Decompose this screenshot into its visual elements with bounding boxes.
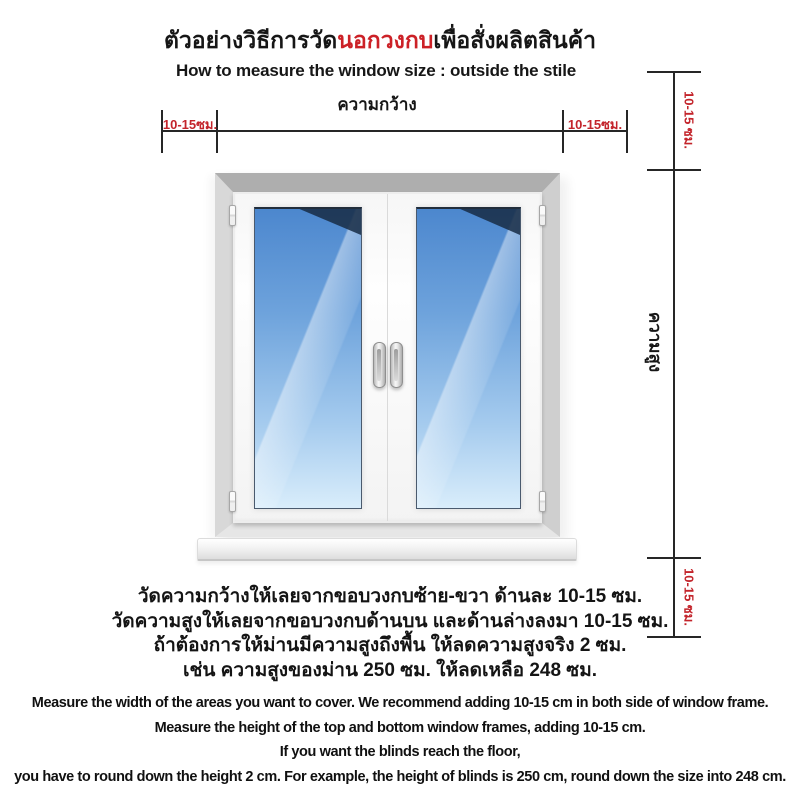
- thai-instruction-line-4: เช่น ความสูงของม่าน 250 ซม. ให้ลดเหลือ 248 ซม.: [182, 659, 597, 681]
- english-instruction-line-4: you have to round down the height 2 cm. For example, the height of blinds is 250 cm, round down the size into 248 cm.: [14, 768, 786, 785]
- thai-instructions: [0, 585, 780, 683]
- english-instructions: [0, 691, 800, 789]
- thai-instruction-line-1: วัดความกว้างให้เลยจากขอบวงกบซ้าย-ขวา ด้านละ 10-15 ซม.: [137, 586, 643, 607]
- thai-title-highlight: นอกวงกบ: [337, 27, 434, 53]
- window-recess: [215, 173, 560, 537]
- glass-pane-left: [254, 207, 362, 509]
- hinge-top-right: [539, 205, 546, 226]
- center-mullion-seam: [387, 194, 388, 521]
- thai-title: [0, 23, 760, 59]
- thai-instruction-line-3: ถ้าต้องการให้ม่านมีความสูงถึงพื้น ให้ลดความสูงจริง 2 ซม.: [153, 635, 627, 656]
- hinge-bottom-right: [539, 491, 546, 512]
- thai-title-part2: เพื่อสั่งผลิตสินค้า: [433, 27, 597, 53]
- width-label: ความกว้าง: [337, 95, 417, 114]
- english-instruction-line-2: Measure the height of the top and bottom window frames, adding 10-15 cm.: [154, 719, 646, 736]
- thai-title-part1: ตัวอย่างวิธีการวัด: [163, 27, 338, 53]
- width-left-margin-label: 10-15ซม.: [162, 117, 218, 132]
- thai-instruction-line-2: วัดความสูงให้เลยจากขอบวงกบด้านบน และด้านล่างลงมา 10-15 ซม.: [111, 610, 669, 632]
- height-measure-line: [673, 72, 675, 638]
- height-top-margin-label: 10-15 ซม.: [681, 91, 697, 149]
- hinge-bottom-left: [229, 491, 236, 512]
- height-tick-top-outer: [647, 71, 701, 73]
- english-instruction-line-3: If you want the blinds reach the floor,: [279, 744, 521, 760]
- window-handle-right: [390, 342, 403, 388]
- glass-pane-right: [416, 207, 521, 509]
- height-label: ความสูง: [645, 311, 665, 373]
- english-title: How to measure the window size : outside the stile: [176, 61, 576, 80]
- height-tick-top-inner: [647, 169, 701, 171]
- hinge-top-left: [229, 205, 236, 226]
- height-tick-bottom-inner: [647, 557, 701, 559]
- height-bottom-margin-label: 10-15 ซม.: [681, 568, 697, 626]
- window-sill: [197, 538, 577, 561]
- window-frame: [233, 192, 542, 523]
- english-instruction-line-1: Measure the width of the areas you want to cover. We recommend adding 10-15 cm in both side of window frame.: [31, 695, 769, 711]
- width-right-margin-label: 10-15ซม.: [567, 117, 623, 132]
- window-handle-left: [373, 342, 386, 388]
